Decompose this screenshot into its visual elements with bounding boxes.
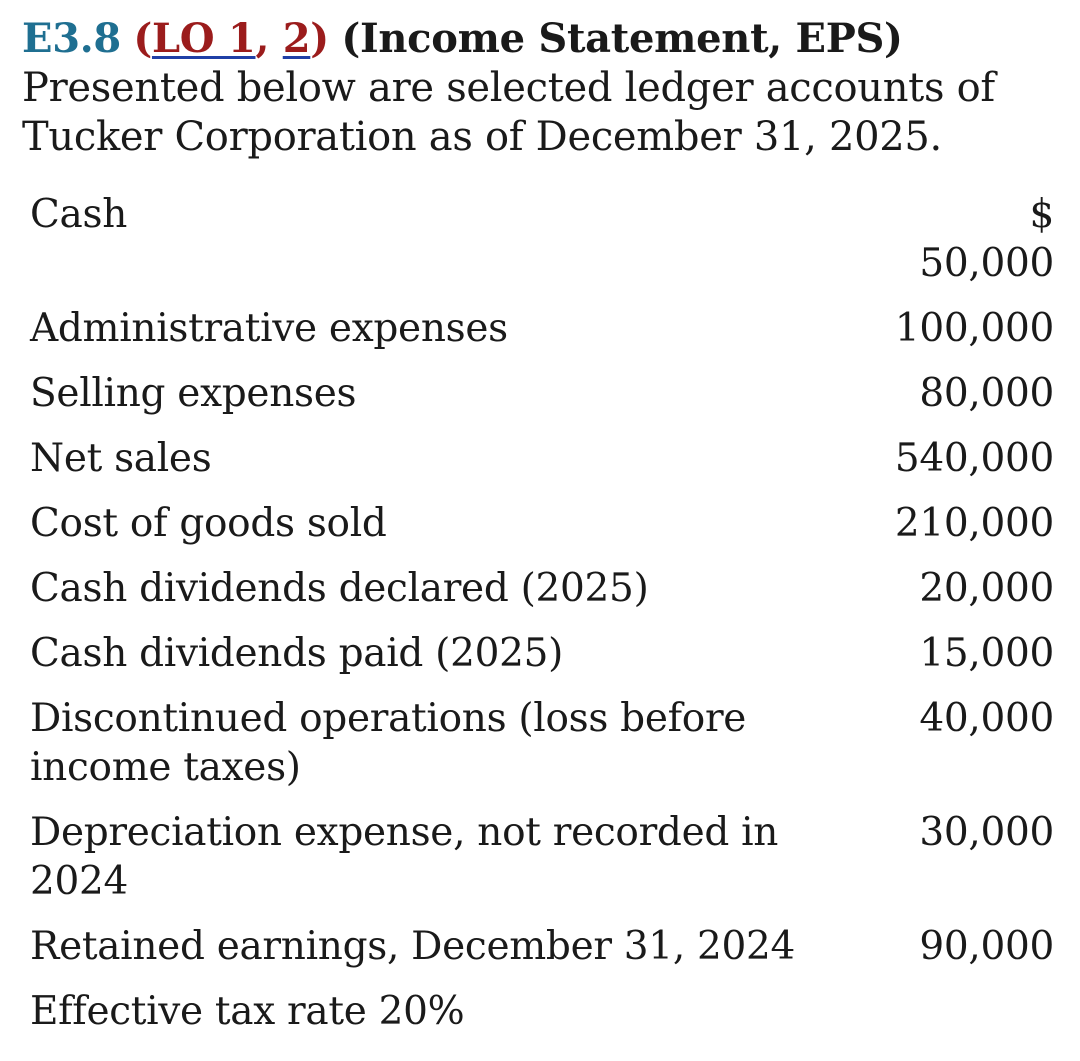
table-row: [30, 621, 1054, 686]
account-amount: [820, 979, 1054, 1044]
account-amount: 540,000: [894, 436, 1054, 481]
account-name: Cash dividends paid (2025): [30, 631, 564, 676]
account-amount: [820, 190, 1054, 296]
learning-objective-link-1[interactable]: LO 1: [151, 15, 256, 62]
table-row: [30, 800, 1054, 914]
account-name: Cost of goods sold: [30, 501, 387, 546]
lo-close-paren: ): [310, 15, 329, 62]
account-amount: 80,000: [919, 371, 1054, 416]
learning-objective-link-2[interactable]: 2: [282, 15, 311, 62]
amount-value: 50,000: [919, 241, 1054, 286]
account-amount: 90,000: [919, 924, 1054, 969]
account-name: Net sales: [30, 436, 212, 481]
table-row: [30, 686, 1054, 800]
table-row: [30, 491, 1054, 556]
account-amount: 210,000: [894, 501, 1054, 546]
exercise-intro: Presented below are selected ledger accounts of Tucker Corporation as of December 31, 2025.: [22, 65, 995, 160]
account-name: Cash: [30, 192, 128, 237]
currency-symbol: $: [1029, 192, 1054, 237]
table-row: [30, 296, 1054, 361]
lo-open-paren: (: [133, 15, 152, 62]
table-row: [30, 914, 1054, 979]
account-name: Effective tax rate 20%: [30, 989, 465, 1034]
account-name: Cash dividends declared (2025): [30, 566, 649, 611]
table-row: [30, 426, 1054, 491]
account-amount: 15,000: [919, 631, 1054, 676]
exercise-header: [22, 14, 1062, 162]
account-name: Depreciation expense, not recorded in 2024: [30, 810, 779, 904]
table-row: [30, 361, 1054, 426]
table-row: [30, 190, 1054, 296]
account-name: Selling expenses: [30, 371, 357, 416]
account-amount: 100,000: [894, 306, 1054, 351]
account-name: Discontinued operations (loss before income taxes): [30, 696, 747, 790]
account-amount: 20,000: [919, 566, 1054, 611]
table-row: [30, 556, 1054, 621]
account-amount: 40,000: [919, 696, 1054, 741]
account-amount: 30,000: [919, 810, 1054, 855]
account-name: Administrative expenses: [30, 306, 508, 351]
account-name: Retained earnings, December 31, 2024: [30, 924, 796, 969]
ledger-table: [30, 190, 1054, 1044]
table-row: [30, 979, 1054, 1044]
exercise-title: (Income Statement, EPS): [341, 15, 903, 62]
exercise-number: E3.8: [22, 15, 121, 62]
lo-separator: ,: [255, 15, 283, 62]
